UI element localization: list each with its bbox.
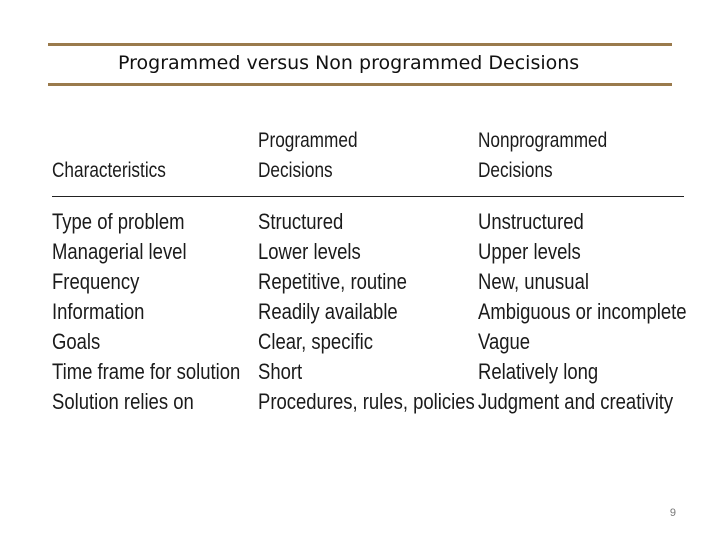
- row-characteristic: Managerial level: [52, 239, 187, 264]
- title-bottom-rule: [48, 83, 672, 86]
- row-nonprogrammed: New, unusual: [478, 269, 589, 294]
- table-row: [52, 387, 684, 417]
- page-number: 9: [669, 507, 676, 519]
- row-programmed: Procedures, rules, policies: [258, 389, 475, 414]
- row-characteristic: Frequency: [52, 269, 140, 294]
- row-nonprogrammed: Relatively long: [478, 359, 599, 384]
- table-row: [52, 297, 687, 327]
- title-top-rule: [48, 43, 672, 46]
- row-nonprogrammed: Upper levels: [478, 239, 581, 264]
- row-characteristic: Type of problem: [52, 209, 185, 234]
- header-divider: [52, 196, 684, 197]
- table-row: [52, 207, 684, 237]
- row-characteristic: Goals: [52, 329, 101, 354]
- table-row: [52, 237, 684, 267]
- row-programmed: Readily available: [258, 299, 398, 324]
- row-nonprogrammed: Ambiguous or incomplete: [478, 299, 687, 324]
- row-programmed: Structured: [258, 209, 344, 234]
- slide-title: Programmed versus Non programmed Decisions: [118, 52, 580, 74]
- header-nonprogrammed-decisions: Nonprogrammed Decisions: [478, 129, 608, 182]
- table-header-row: [52, 130, 684, 188]
- row-programmed: Short: [258, 359, 303, 384]
- row-characteristic: Information: [52, 299, 145, 324]
- decisions-comparison-table: [52, 129, 687, 417]
- table-row: [52, 357, 684, 387]
- row-characteristic: Time frame for solution: [52, 359, 241, 384]
- table-row: [52, 267, 684, 297]
- row-nonprogrammed: Unstructured: [478, 209, 584, 234]
- row-nonprogrammed: Vague: [478, 329, 531, 354]
- table-body: [52, 207, 687, 417]
- row-nonprogrammed: Judgment and creativity: [478, 389, 674, 414]
- row-programmed: Lower levels: [258, 239, 361, 264]
- row-programmed: Clear, specific: [258, 329, 374, 354]
- row-characteristic: Solution relies on: [52, 389, 194, 414]
- table-row: [52, 327, 684, 357]
- row-programmed: Repetitive, routine: [258, 269, 407, 294]
- header-programmed-decisions: Programmed Decisions: [258, 129, 358, 182]
- header-characteristics: Characteristics: [52, 159, 166, 182]
